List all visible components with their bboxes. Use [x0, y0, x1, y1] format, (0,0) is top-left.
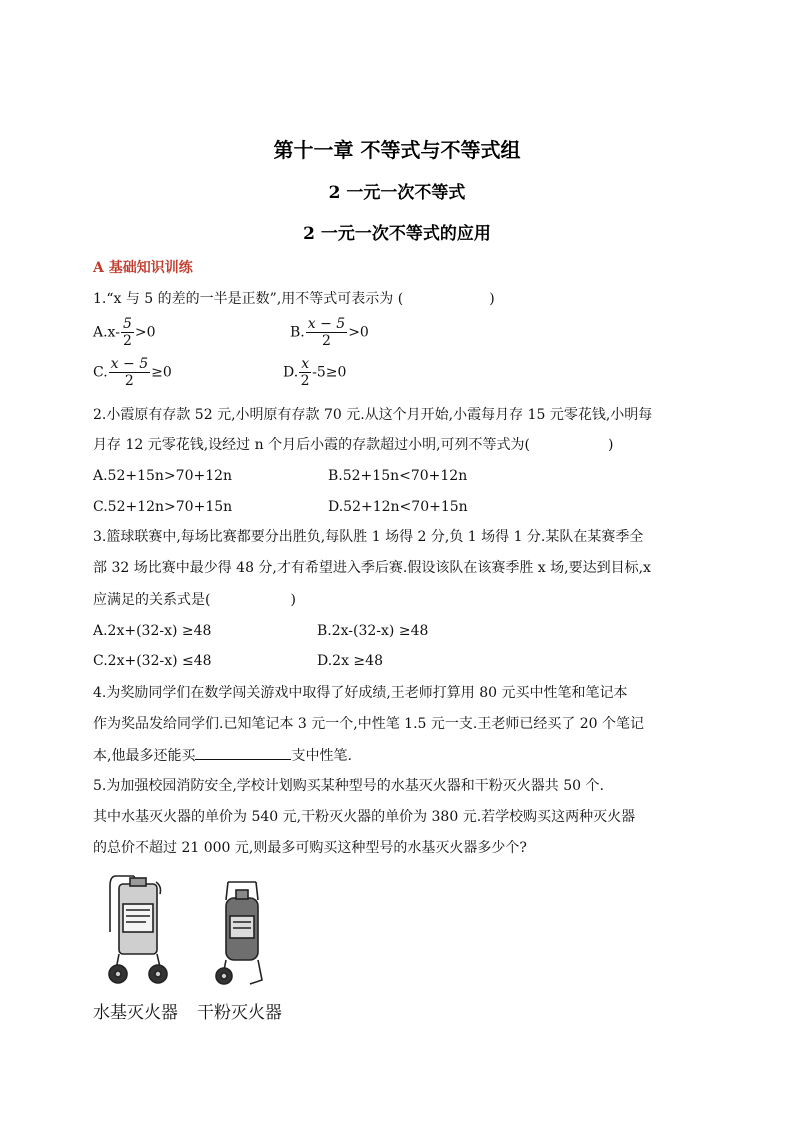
q3-option-a: A.2x+(32-x) ≥48: [93, 623, 212, 639]
q1-stem-text: 1.“x 与 5 的差的一半是正数”,用不等式可表示为 (: [93, 291, 404, 307]
q1-a-suffix: >0: [134, 324, 156, 341]
q1-option-c: [93, 356, 172, 389]
q1-d-suffix: -5≥0: [312, 364, 347, 381]
q5-stem-line3: 的总价不超过 21 000 元,则最多可购买这种型号的水基灭火器多少个?: [93, 840, 527, 856]
q2-stem-line1: 2.小霞原有存款 52 元,小明原有存款 70 元.从这个月开始,小霞每月存 15 元零花钱,小明每: [93, 407, 653, 423]
chapter-title: 第十一章 不等式与不等式组: [273, 138, 521, 162]
q3-stem-line3: [93, 590, 296, 610]
q1-c-prefix: C.: [93, 364, 108, 381]
dry-powder-extinguisher-caption: 干粉灭火器: [197, 1003, 282, 1023]
q4-stem-line3: [93, 745, 352, 766]
q3-stem-line2: 部 32 场比赛中最少得 48 分,才有希望进入季后赛.假设该队在该赛季胜 x 场,要达到目标,x: [93, 560, 651, 576]
q4-stem-line1: 4.为奖励同学们在数学闯关游戏中取得了好成绩,王老师打算用 80 元买中性笔和笔记本: [93, 685, 628, 701]
q1-a-numerator: 5: [122, 316, 132, 332]
q1-d-fraction: [299, 356, 311, 389]
q3-option-b: B.2x-(32-x) ≥48: [317, 623, 429, 639]
q4-line3-prefix: 本,他最多还能买: [93, 748, 196, 764]
q4-answer-blank[interactable]: [195, 745, 291, 760]
q1-d-numerator: x: [301, 356, 310, 372]
q3-option-c: C.2x+(32-x) ≤48: [93, 653, 212, 669]
q5-stem-line2: 其中水基灭火器的单价为 540 元,干粉灭火器的单价为 380 元.若学校购买这两种灭火器: [93, 809, 636, 825]
q1-c-suffix: ≥0: [151, 364, 172, 381]
q1-c-denominator: 2: [124, 373, 134, 389]
q1-option-d: [283, 356, 346, 389]
q1-c-fraction: [109, 356, 150, 389]
q1-close-paren: ): [489, 291, 495, 307]
q2-option-b: B.52+15n<70+12n: [328, 468, 468, 484]
q3-option-d: D.2x ≥48: [317, 653, 383, 669]
q1-option-b: [290, 316, 369, 349]
q1-b-suffix: >0: [348, 324, 369, 341]
q2-option-a: A.52+15n>70+12n: [93, 468, 233, 484]
q3-stem-line1: 3.篮球联赛中,每场比赛都要分出胜负,每队胜 1 场得 2 分,负 1 场得 1 分.某队在某赛季全: [93, 529, 644, 545]
q1-option-a: [93, 316, 156, 349]
q4-line3-suffix: 支中性笔.: [291, 748, 352, 764]
q1-a-prefix: A.x-: [93, 324, 120, 341]
q1-d-prefix: D.: [283, 364, 299, 381]
section-title: 2 一元一次不等式: [328, 183, 466, 203]
subsection-title: 2 一元一次不等式的应用: [303, 224, 491, 244]
q1-stem: [93, 289, 495, 309]
q1-b-prefix: B.: [290, 324, 305, 341]
q1-c-numerator: x − 5: [110, 356, 149, 372]
q1-d-denominator: 2: [300, 373, 310, 389]
q4-stem-line2: 作为奖品发给同学们.已知笔记本 3 元一个,中性笔 1.5 元一支.王老师已经买了 20 个笔记: [93, 716, 645, 732]
q1-a-fraction: [121, 316, 134, 349]
water-extinguisher-image: [106, 872, 170, 992]
q1-a-denominator: 2: [122, 333, 132, 349]
q2-option-d: D.52+12n<70+15n: [328, 499, 468, 515]
section-label: A 基础知识训练: [93, 260, 193, 276]
q1-b-fraction: [306, 316, 347, 349]
q2-option-c: C.52+12n>70+15n: [93, 499, 233, 515]
q1-b-denominator: 2: [322, 333, 331, 349]
dry-powder-extinguisher-image: [214, 880, 270, 992]
q2-close-paren: ): [608, 437, 614, 453]
q1-b-numerator: x − 5: [307, 316, 346, 332]
water-extinguisher-caption: 水基灭火器: [93, 1003, 178, 1023]
q2-stem-line2: [93, 435, 613, 455]
q2-line2-text: 月存 12 元零花钱,设经过 n 个月后小霞的存款超过小明,可列不等式为(: [93, 437, 530, 453]
q3-line3-text: 应满足的关系式是(: [93, 592, 211, 608]
q3-close-paren: ): [290, 592, 296, 608]
q5-stem-line1: 5.为加强校园消防安全,学校计划购买某种型号的水基灭火器和干粉灭火器共 50 个.: [93, 778, 604, 794]
